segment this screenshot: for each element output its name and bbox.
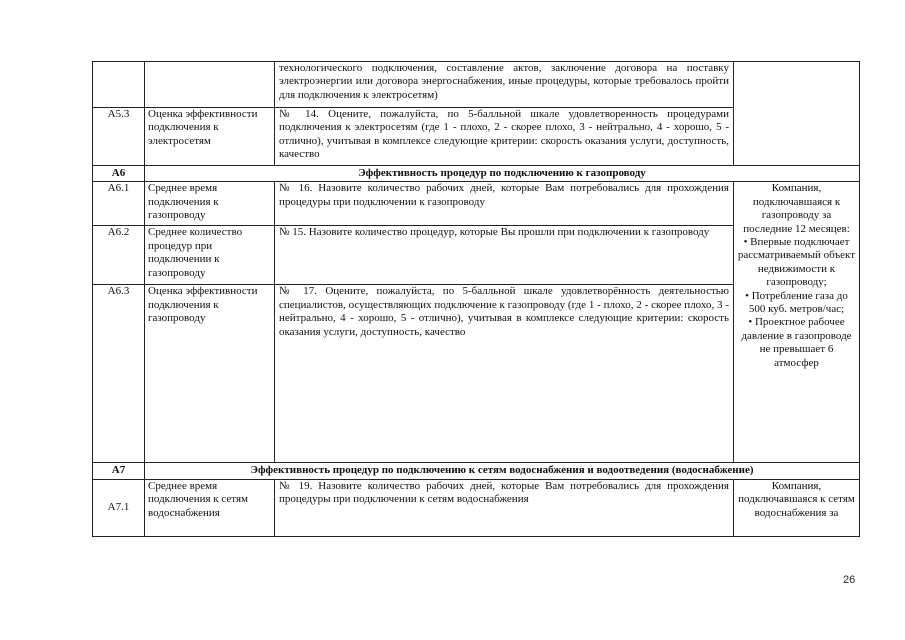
table-row xyxy=(93,62,860,108)
section-code: A6 xyxy=(93,166,145,182)
code-cell xyxy=(93,62,145,108)
name-cell: Оценка эффективности подключения к электросетям xyxy=(145,108,275,166)
code-cell: A6.2 xyxy=(93,226,145,285)
code-cell: A7.1 xyxy=(93,479,145,536)
question-cell: № 16. Назовите количество рабочих дней, которые Вам потребовались для прохождения процедуры при подключении к газопроводу xyxy=(275,182,734,226)
respondent-cell: Компания, подключавшаяся к сетям водоснабжения за xyxy=(734,479,860,536)
section-code: A7 xyxy=(93,463,145,479)
name-cell: Среднее время подключения к газопроводу xyxy=(145,182,275,226)
indicator-table xyxy=(92,61,860,537)
respondent-cell xyxy=(734,182,860,463)
name-cell: Среднее время подключения к сетям водоснабжения xyxy=(145,479,275,536)
section-row xyxy=(93,463,860,479)
name-cell xyxy=(145,62,275,108)
section-title: Эффективность процедур по подключению к газопроводу xyxy=(145,166,860,182)
table-row xyxy=(93,479,860,536)
respondent-criterion: • Потребление газа до 500 куб. метров/час; xyxy=(745,289,848,316)
respondent-criterion: • Впервые подключает рассматриваемый объект недвижимости к газопроводу; xyxy=(737,236,856,289)
code-cell: A5.3 xyxy=(93,108,145,166)
table-row xyxy=(93,182,860,226)
code-cell: A6.1 xyxy=(93,182,145,226)
respondent-cell xyxy=(734,62,860,166)
question-cell: № 19. Назовите количество рабочих дней, которые Вам потребовались для прохождения процедуры при подключении к сетям водоснабжения xyxy=(275,479,734,536)
question-cell: технологического подключения, составление актов, заключение договора на поставку электроэнергии или договора энергоснабжения, иные процедуры, которые требовалось пройти для подключения к электросетям) xyxy=(275,62,734,108)
section-row xyxy=(93,166,860,182)
section-title: Эффективность процедур по подключению к сетям водоснабжения и водоотведения (водоснабжение) xyxy=(145,463,860,479)
question-cell: № 14. Оцените, пожалуйста, по 5-балльной шкале удовлетворенность процедурами подключения к электросетям (где 1 - плохо, 2 - скорее плохо, 3 - нейтрально, 4 - хорошо, 5 - отлично), учитывая в комплексе следующие критерии: скорость оказания услуги, доступность, качество xyxy=(275,108,734,166)
code-cell: A6.3 xyxy=(93,285,145,463)
respondent-intro: Компания, подключавшаяся к газопроводу за последние 12 месяцев: xyxy=(743,182,850,235)
name-cell: Оценка эффективности подключения к газопроводу xyxy=(145,285,275,463)
question-cell: № 17. Оцените, пожалуйста, по 5-балльной шкале удовлетворённость деятельностью специалистов, осуществляющих подключение к газопроводу (где 1 - плохо, 2 - скорее плохо, 3 - нейтрально, 4 - хорошо, 5 - отлично), учитывая в комплексе следующие критерии: скорость оказания услуги, доступность, качество xyxy=(275,285,734,463)
page-number: 26 xyxy=(843,574,856,586)
name-cell: Среднее количество процедур при подключении к газопроводу xyxy=(145,226,275,285)
respondent-criterion: • Проектное рабочее давление в газопроводе не превышает 6 атмосфер xyxy=(741,316,852,369)
question-cell: № 15. Назовите количество процедур, которые Вы прошли при подключении к газопроводу xyxy=(275,226,734,285)
